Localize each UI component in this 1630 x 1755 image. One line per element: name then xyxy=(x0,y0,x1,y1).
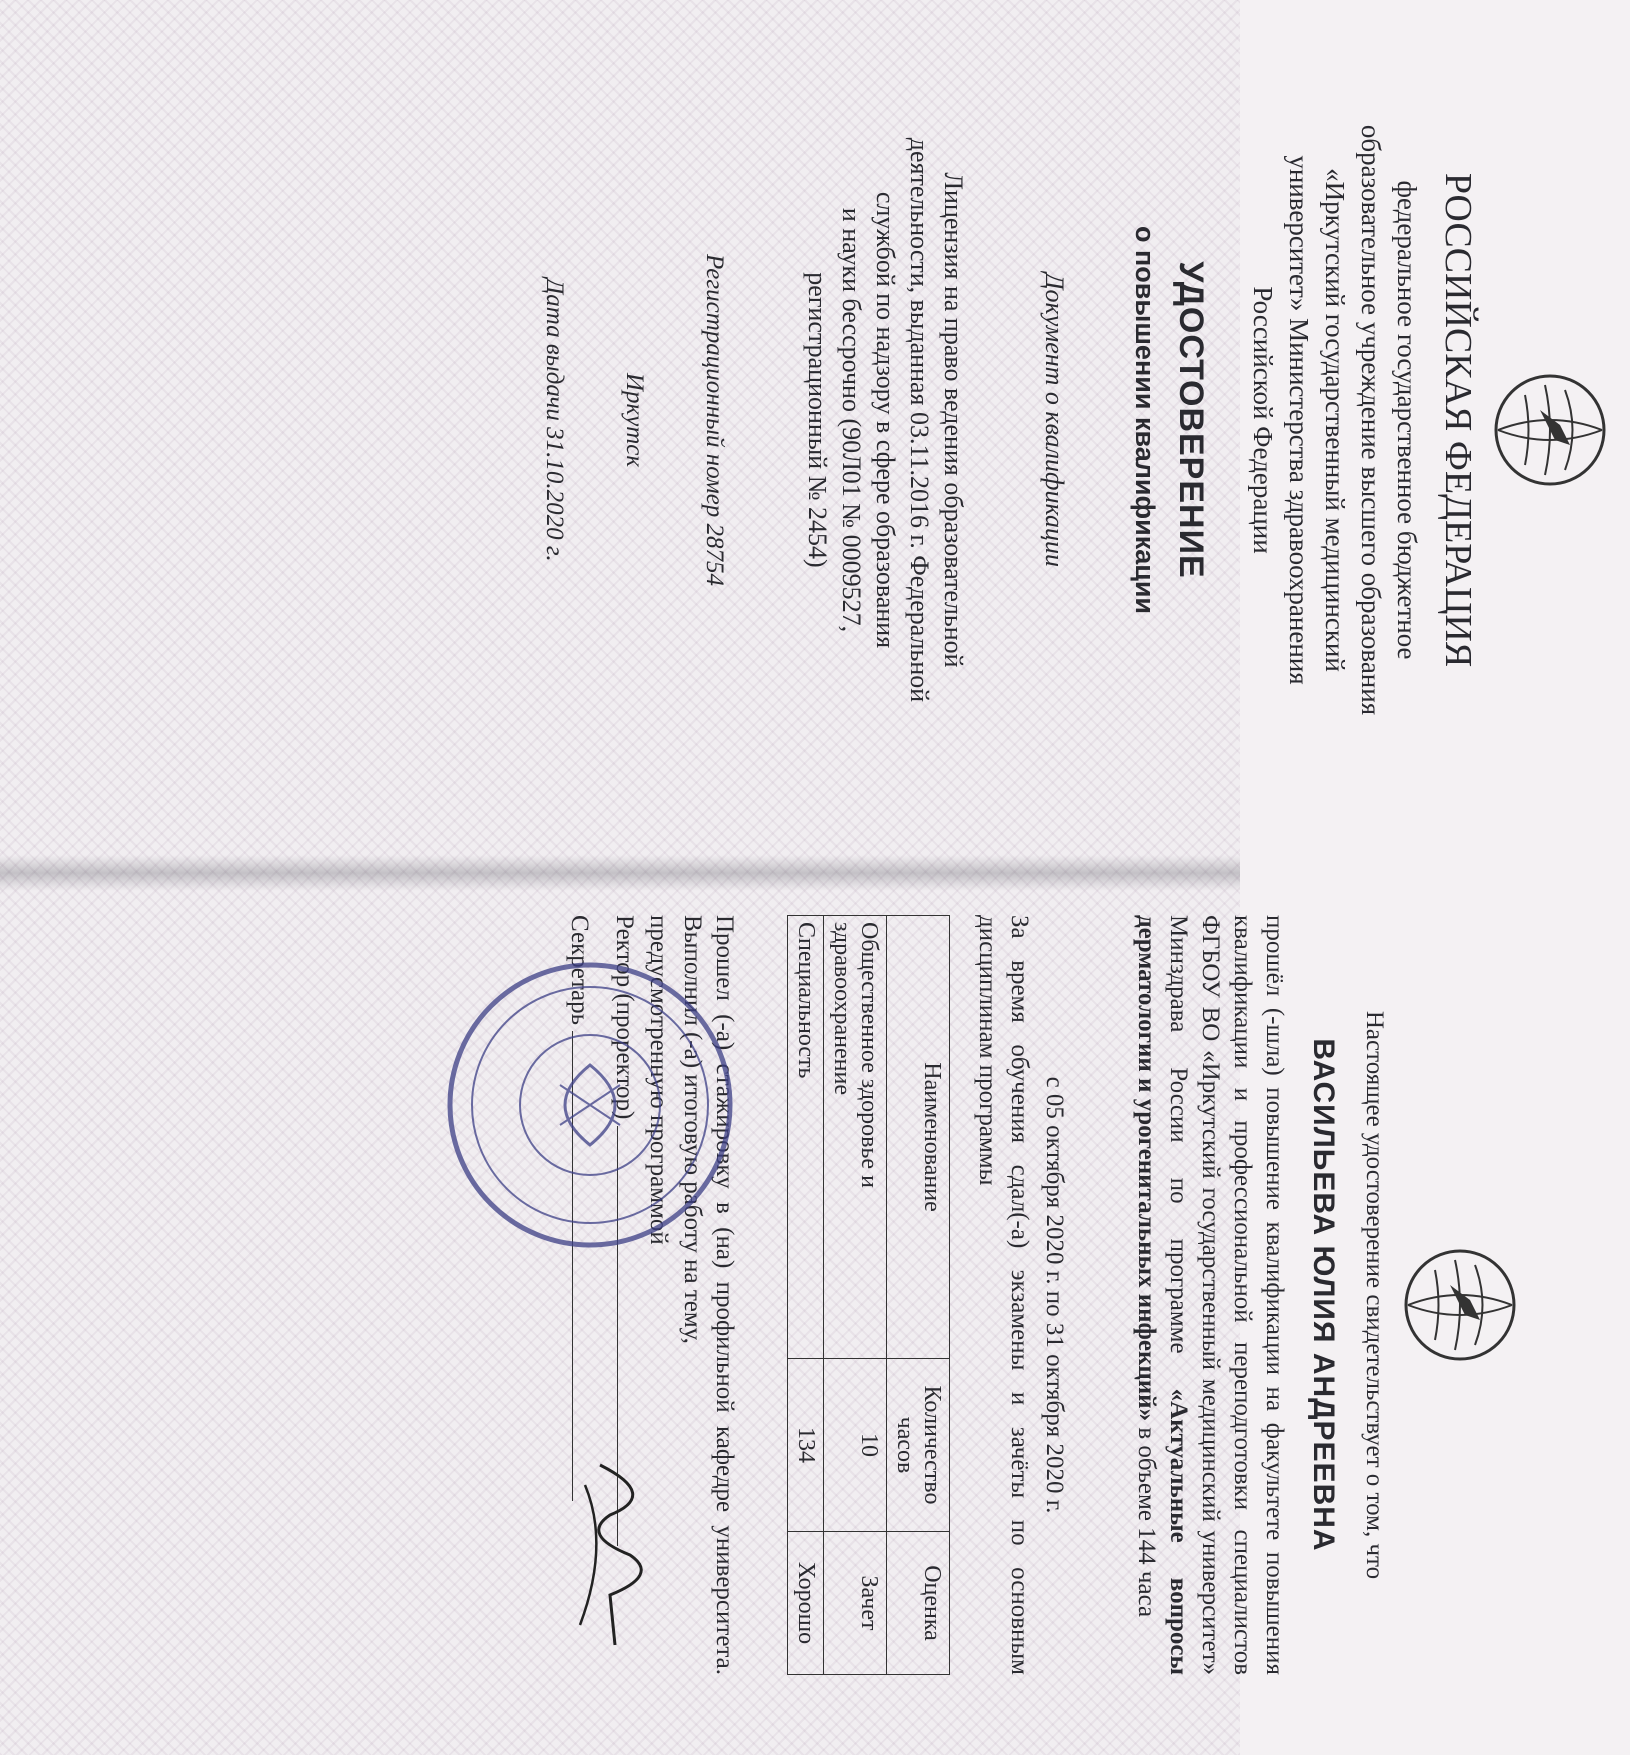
official-stamp-icon xyxy=(440,955,740,1255)
table-cell: Общественное здоровье и здравоохранение xyxy=(824,916,887,1359)
course-text: прошёл (-шла) повышение квалификации на факультете повышения квалификации и профессиональной переподготовки специалистов ФГБОУ ВО «Иркутский государственный медицинский университет» Минздрава России по программе xyxy=(1165,915,1288,1675)
table-cell: 10 xyxy=(824,1359,887,1532)
license-info xyxy=(800,40,970,800)
main-text xyxy=(1130,915,1290,1675)
registration-number: Регистрационный номер 28754 xyxy=(701,253,728,587)
institution-line: федеральное государственное бюджетное xyxy=(1392,180,1422,660)
table-cell: 134 xyxy=(788,1359,824,1532)
institution-line: Российской Федерации xyxy=(1248,286,1278,554)
table-header: Наименование xyxy=(887,916,950,1359)
internship-text: Прошел (-а) стажировку в (на) профильной кафедре университета. Выполнил (-а) итоговую работу на тему, xyxy=(679,915,738,1675)
institution-line: «Иркутский государственный медицинский xyxy=(1320,168,1350,672)
right-page xyxy=(320,875,1540,1715)
intro-text: Настоящее удостоверение свидетельствует о том, что xyxy=(1361,1010,1388,1580)
institution-name xyxy=(1245,40,1425,800)
person-name: ВАСИЛЬЕВА ЮЛИЯ АНДРЕЕВНА xyxy=(1307,1038,1340,1552)
left-page xyxy=(410,0,1630,840)
table-header: Оценка xyxy=(887,1532,950,1675)
grades-table xyxy=(787,915,950,1675)
license-line: службой по надзору в сфере образования xyxy=(871,191,900,649)
table-header: Количество часов xyxy=(887,1359,950,1532)
study-period: с 05 октября 2020 г. по 31 октября 2020 г. xyxy=(1041,1076,1068,1514)
document-title: УДОСТОВЕРЕНИЕ xyxy=(1172,261,1210,579)
license-line: регистрационный № 2454) xyxy=(803,272,832,568)
issue-city: Иркутск xyxy=(621,372,648,468)
table-cell: Хорошо xyxy=(788,1532,824,1675)
rector-title: Ректор (проректор) xyxy=(611,915,638,1120)
table-cell: Зачет xyxy=(824,1532,887,1675)
document-type: Документ о квалификации xyxy=(1040,273,1069,567)
signature-icon xyxy=(570,1455,670,1655)
table-row xyxy=(824,916,887,1675)
program-name: «Актуальные вопросы дерматологии и урогенитальных инфекций» xyxy=(1133,915,1192,1676)
institution-line: образовательное учреждение высшего образования xyxy=(1356,124,1386,716)
table-cell: Специальность xyxy=(788,916,824,1359)
table-row xyxy=(788,916,824,1675)
license-line: и науки бессрочно (90Л01 № 0009527, xyxy=(837,207,866,633)
table-header-row xyxy=(887,916,950,1675)
university-emblem-icon xyxy=(1400,1245,1520,1365)
institution-line: университет» Министерства здравоохранения xyxy=(1284,155,1314,685)
issue-date: Дата выдачи 31.10.2020 г. xyxy=(541,278,568,562)
secretary-title: Секретарь xyxy=(566,915,593,1026)
license-line: деятельности, выданная 03.11.2016 г. Федеральной xyxy=(905,137,934,703)
university-emblem-icon xyxy=(1490,370,1610,490)
exams-text: За время обучения сдал(-а) экзамены и зачёты по основным дисциплинам программы xyxy=(974,915,1033,1675)
document-subtitle: о повышении квалификации xyxy=(1130,225,1160,615)
country-title: РОССИЙСКАЯ ФЕДЕРАЦИЯ xyxy=(1437,172,1479,668)
license-line: Лицензия на право ведения образовательной xyxy=(939,172,968,668)
hours-text: в объеме 144 часа xyxy=(1133,1427,1160,1618)
final-work-text: предусмотренную программой xyxy=(645,915,672,1245)
